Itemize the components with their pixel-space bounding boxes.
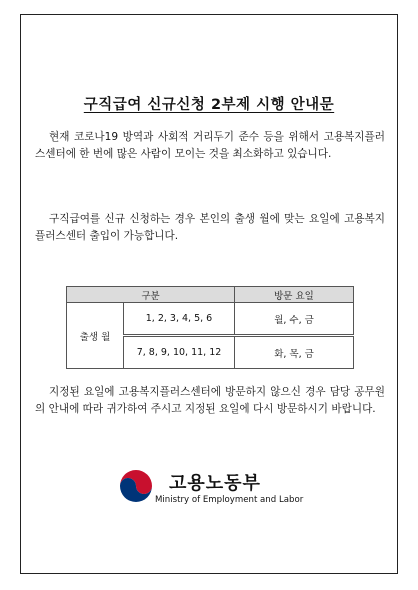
paragraph-3 xyxy=(35,384,385,418)
days-cell: 월, 수, 금 xyxy=(235,303,354,336)
paragraph-2-text: 구직급여를 신규 신청하는 경우 본인의 출생 월에 맞는 요일에 고용복지플러스센터 출입이 가능합니다. xyxy=(35,213,385,242)
table-row xyxy=(67,303,354,336)
paragraph-1-text: 현재 코로나19 방역과 사회적 거리두기 준수 등을 위해서 고용복지플러스센터에 한 번에 많은 사람이 모이는 것을 최소화하고 있습니다. xyxy=(35,131,385,160)
taegeuk-emblem-icon xyxy=(119,469,153,503)
header-category: 구분 xyxy=(67,287,235,303)
paragraph-1 xyxy=(35,129,385,163)
ministry-name-ko: 고용노동부 xyxy=(169,473,261,494)
row-label-birth-month: 출생 월 xyxy=(67,303,124,369)
notice-page xyxy=(20,14,398,574)
months-cell: 1, 2, 3, 4, 5, 6 xyxy=(124,303,235,336)
paragraph-2 xyxy=(35,211,385,245)
notice-title-wrap xyxy=(21,93,397,114)
ministry-name-en: Ministry of Employment and Labor xyxy=(155,495,304,505)
ministry-logo xyxy=(119,467,319,513)
notice-title: 구직급여 신규신청 2부제 시행 안내문 xyxy=(83,97,335,113)
months-cell: 7, 8, 9, 10, 11, 12 xyxy=(124,336,235,369)
days-cell: 화, 목, 금 xyxy=(235,336,354,369)
header-days: 방문 요일 xyxy=(235,287,354,303)
schedule-table xyxy=(66,286,354,369)
schedule-header-row xyxy=(67,287,354,303)
paragraph-3-text: 지정된 요일에 고용복지플러스센터에 방문하지 않으신 경우 담당 공무원의 안내에 따라 귀가하여 주시고 지정된 요일에 다시 방문하시기 바랍니다. xyxy=(35,386,385,415)
